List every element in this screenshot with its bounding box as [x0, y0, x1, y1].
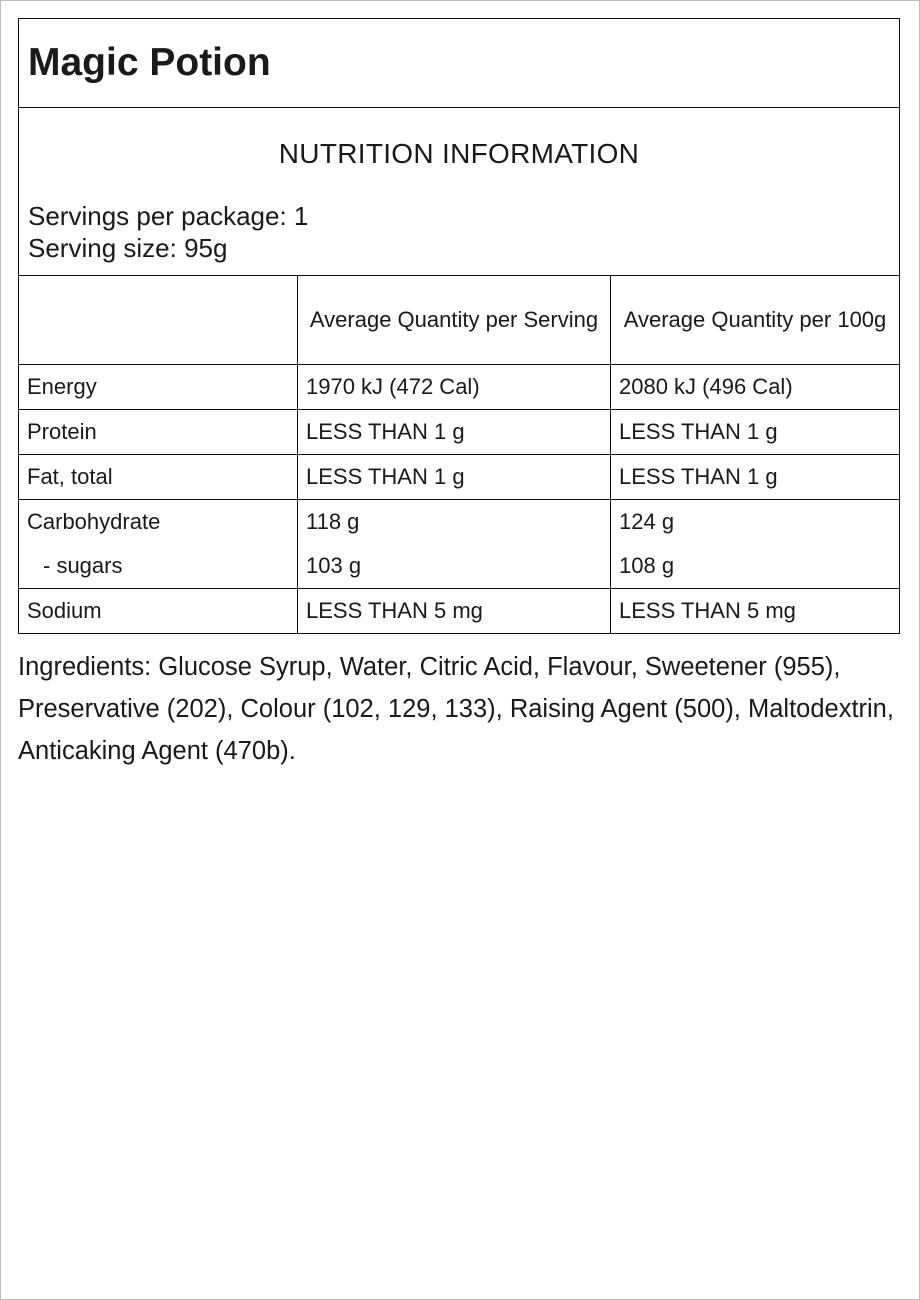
table-row-protein: [19, 410, 899, 455]
per-100g-value: 124 g: [619, 509, 675, 534]
serving-size: Serving size: 95g: [28, 233, 228, 263]
nutrient-cell-carbohydrate: [19, 500, 298, 589]
nutrient-label: Sodium: [19, 589, 298, 634]
table-row-sodium: [19, 589, 899, 634]
servings-per-package: Servings per package: 1: [28, 201, 309, 231]
per-serving-value: 118 g: [306, 509, 360, 534]
table-row-fat-total: [19, 455, 899, 500]
nutrition-label: [18, 18, 900, 772]
per-100g-value: 2080 kJ (496 Cal): [611, 365, 900, 410]
product-name: Magic Potion: [28, 41, 271, 84]
sub-per-serving-value: 103 g: [306, 553, 362, 578]
serving-info: [28, 200, 308, 264]
product-header: [18, 18, 900, 108]
column-header-per-serving: Average Quantity per Serving: [298, 276, 611, 365]
nutrient-label: Fat, total: [19, 455, 298, 500]
table-header-row: [19, 276, 899, 365]
per-serving-value: LESS THAN 5 mg: [298, 589, 611, 634]
ingredients-text: Ingredients: Glucose Syrup, Water, Citric Acid, Flavour, Sweetener (955), Preservative (202), Colour (102, 129, 133), Raising Agent (500), Maltodextrin, Anticaking Agent (470b).: [18, 653, 894, 765]
nutrition-panel: [18, 108, 900, 634]
nutrition-heading: NUTRITION INFORMATION: [278, 138, 640, 169]
per-100g-value: LESS THAN 5 mg: [611, 589, 900, 634]
per-serving-value: LESS THAN 1 g: [298, 410, 611, 455]
table-row-carbohydrate: [19, 500, 899, 589]
per-serving-value: LESS THAN 1 g: [298, 455, 611, 500]
column-header-nutrient: [19, 276, 298, 365]
nutrient-label: Carbohydrate: [27, 509, 161, 534]
per-100g-cell-carbohydrate: [611, 500, 900, 589]
sub-per-100g-value: 108 g: [619, 553, 675, 578]
column-header-per-100g: Average Quantity per 100g: [611, 276, 900, 365]
table-row-energy: [19, 365, 899, 410]
per-serving-value: 1970 kJ (472 Cal): [298, 365, 611, 410]
nutrient-label: Energy: [19, 365, 298, 410]
per-100g-value: LESS THAN 1 g: [611, 455, 900, 500]
nutrient-label: Protein: [19, 410, 298, 455]
nutrition-table: [19, 275, 899, 633]
per-100g-value: LESS THAN 1 g: [611, 410, 900, 455]
nutrition-header: [19, 108, 899, 275]
per-serving-cell-carbohydrate: [298, 500, 611, 589]
sub-nutrient-label: - sugars: [43, 553, 123, 578]
